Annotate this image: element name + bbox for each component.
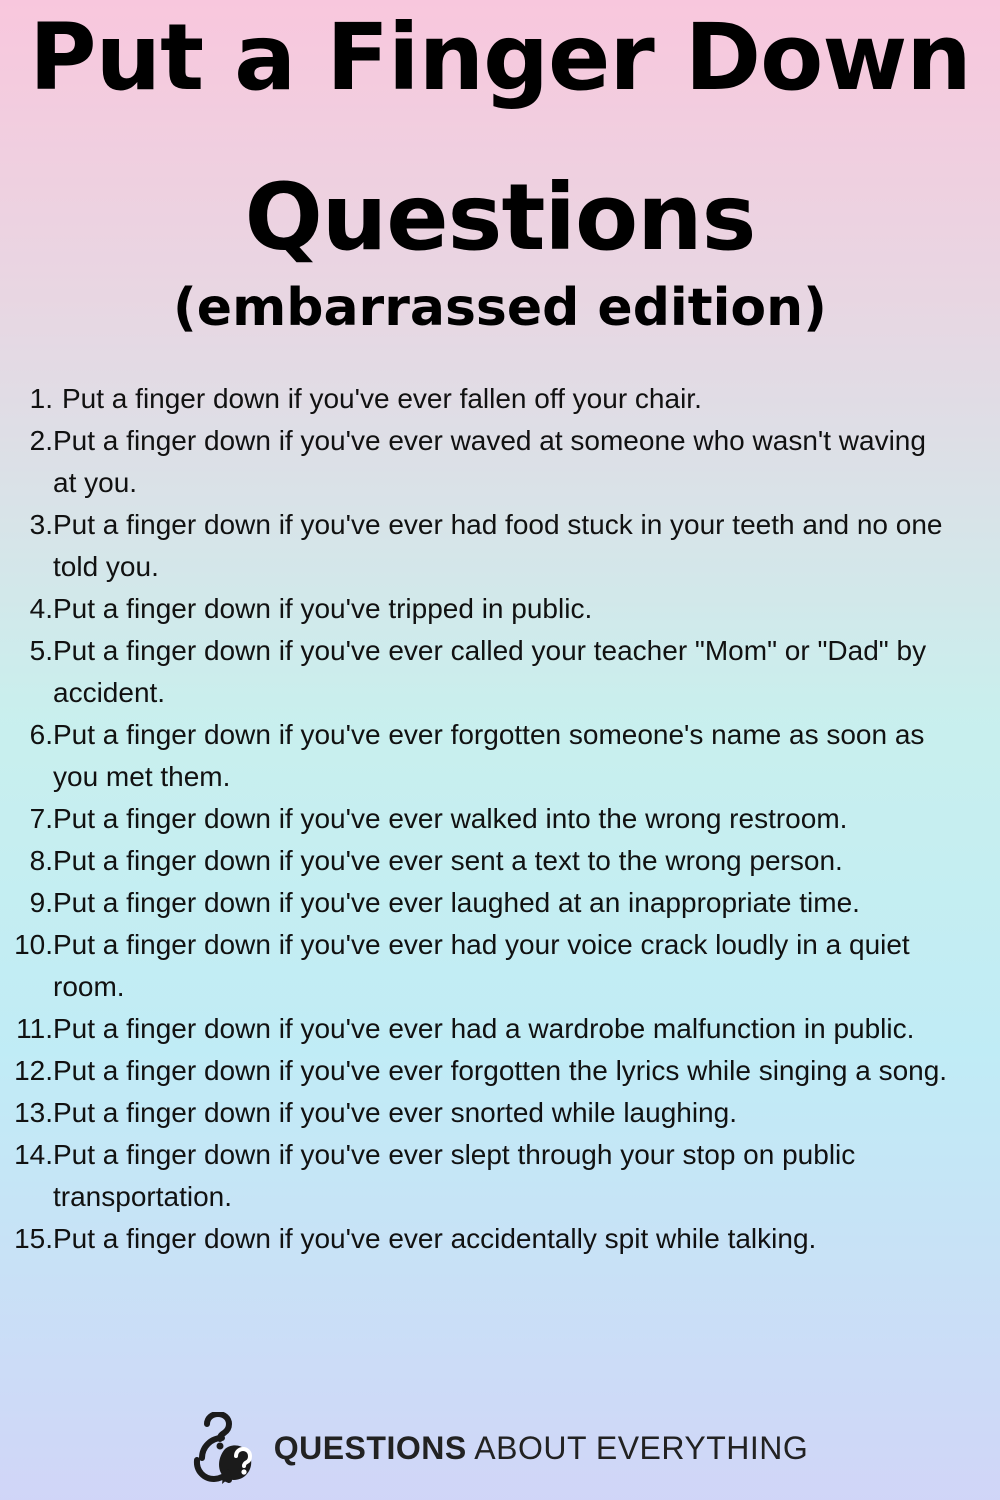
question-item-1 [0, 378, 1000, 420]
question-text: Put a finger down if you've ever forgotten someone's name as soon as you met them. [53, 719, 925, 792]
question-item-13 [0, 1092, 1000, 1134]
question-item-2 [0, 420, 1000, 504]
question-text: Put a finger down if you've ever slept through your stop on public transportation. [53, 1139, 856, 1212]
question-item-12 [0, 1050, 1000, 1092]
question-number: 2. [29, 425, 53, 456]
question-text: Put a finger down if you've tripped in public. [53, 593, 593, 624]
question-item-7 [0, 798, 1000, 840]
question-text: Put a finger down if you've ever accidentally spit while talking. [53, 1223, 817, 1254]
question-item-14 [0, 1134, 1000, 1218]
question-item-3 [0, 504, 1000, 588]
question-number: 8. [29, 845, 53, 876]
question-number: 15. [14, 1223, 53, 1254]
question-item-15 [0, 1218, 1000, 1260]
question-text: Put a finger down if you've ever forgotten the lyrics while singing a song. [53, 1055, 948, 1086]
question-text: Put a finger down if you've ever fallen off your chair. [62, 383, 702, 414]
question-item-4 [0, 588, 1000, 630]
question-text: Put a finger down if you've ever walked into the wrong restroom. [53, 803, 848, 834]
question-number: 4. [29, 593, 53, 624]
question-text: Put a finger down if you've ever had food stuck in your teeth and no one told you. [53, 509, 943, 582]
question-item-5 [0, 630, 1000, 714]
question-item-9 [0, 882, 1000, 924]
footer-brand [0, 1412, 1000, 1484]
page-title-line-1: Put a Finger Down [29, 4, 971, 111]
question-number: 3. [29, 509, 53, 540]
question-text: Put a finger down if you've ever called your teacher "Mom" or "Dad" by accident. [53, 635, 927, 708]
page-subtitle: (embarrassed edition) [173, 278, 827, 338]
question-item-11 [0, 1008, 1000, 1050]
brand-secondary-text: ABOUT EVERYTHING [474, 1430, 809, 1466]
question-text: Put a finger down if you've ever laughed at an inappropriate time. [53, 887, 860, 918]
question-number: 10. [14, 929, 53, 960]
brand-primary-text: QUESTIONS [273, 1430, 467, 1466]
question-bubbles-icon [192, 1412, 264, 1484]
question-number: 14. [14, 1139, 53, 1170]
question-text: Put a finger down if you've ever sent a text to the wrong person. [53, 845, 843, 876]
question-text: Put a finger down if you've ever waved at someone who wasn't waving at you. [53, 425, 926, 498]
question-text: Put a finger down if you've ever snorted while laughing. [53, 1097, 737, 1128]
question-number: 13. [14, 1097, 53, 1128]
question-number: 1. [29, 383, 53, 414]
brand-name [274, 1432, 809, 1464]
question-number: 7. [29, 803, 53, 834]
question-text: Put a finger down if you've ever had a wardrobe malfunction in public. [53, 1013, 915, 1044]
page-title-line-2: Questions [244, 164, 756, 271]
question-text: Put a finger down if you've ever had your voice crack loudly in a quiet room. [53, 929, 910, 1002]
questions-list [0, 378, 1000, 1260]
question-number: 9. [29, 887, 53, 918]
question-item-8 [0, 840, 1000, 882]
question-item-10 [0, 924, 1000, 1008]
question-item-6 [0, 714, 1000, 798]
question-number: 6. [29, 719, 53, 750]
question-number: 12. [14, 1055, 53, 1086]
question-number: 11. [16, 1013, 53, 1044]
question-number: 5. [29, 635, 53, 666]
